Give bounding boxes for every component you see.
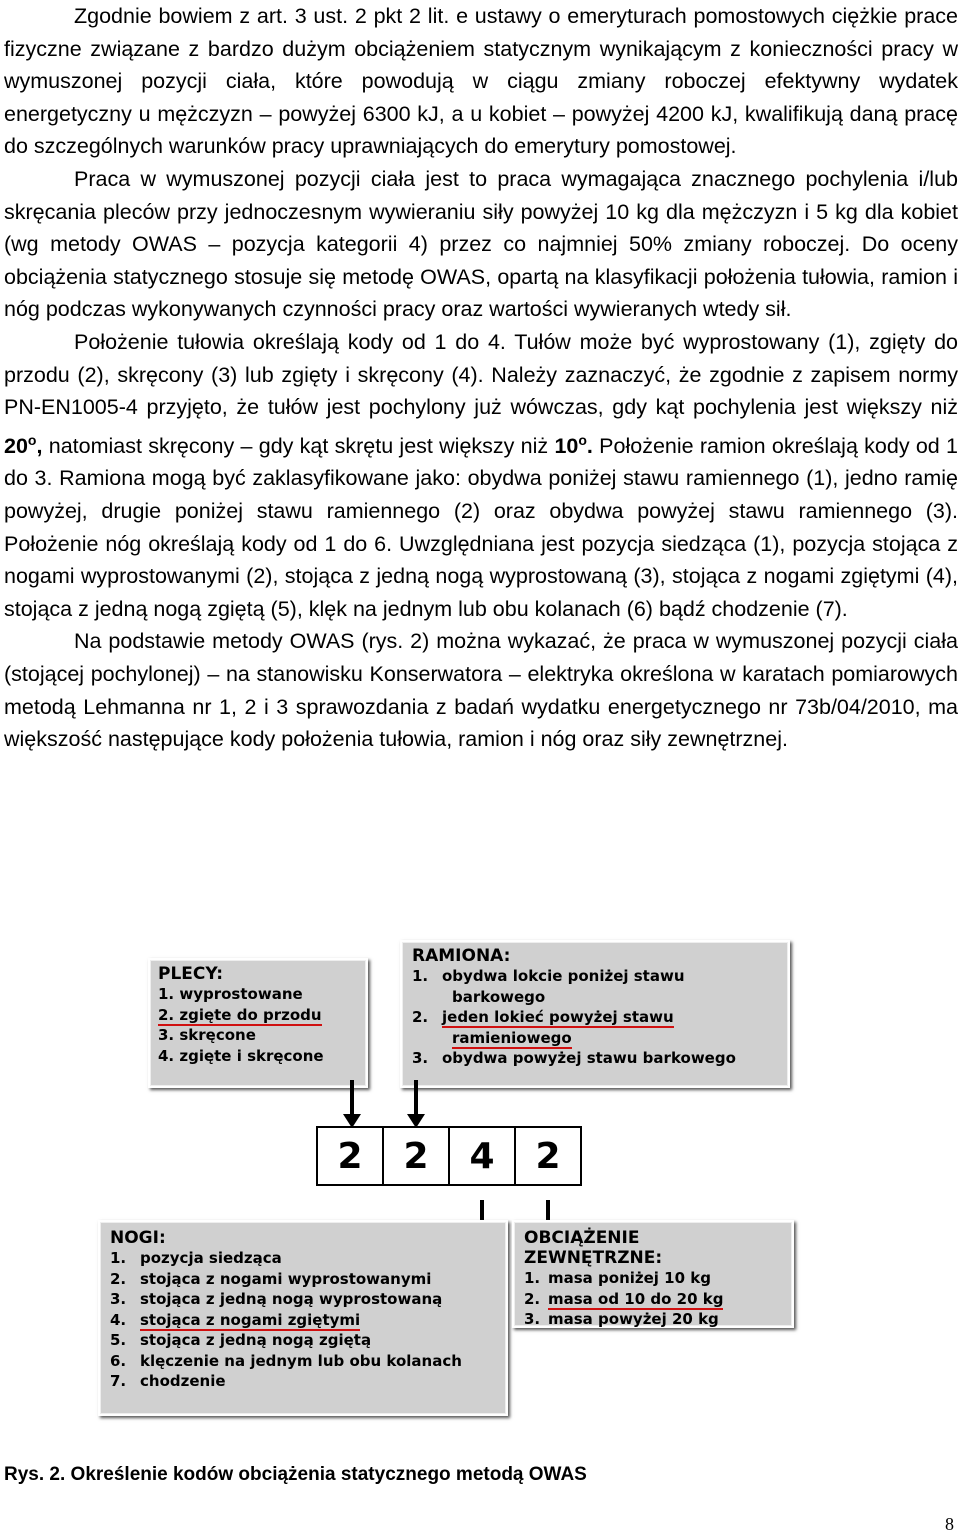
paragraph-1: Zgodnie bowiem z art. 3 ust. 2 pkt 2 lit. e ustawy o emeryturach pomostowych ciężkie prace fizyczne związane z bardzo dużym obciążeniem statycznym wynikającym z konieczności pracy w wymuszonej pozycji ciała, które powodują w ciągu zmiany roboczej efektywny wydatek energetyczny u mężczyzn – powyżej 6300 kJ, a u kobiet – powyżej 4200 kJ, kwalifikują daną pracę do szczególnych warunków pracy uprawniających do emerytury pomostowej. (4, 4, 958, 159)
nogi-item-4: stojąca z nogami zgiętymi (140, 1310, 361, 1329)
ramiona-item-3: obydwa powyżej stawu barkowego (442, 1049, 736, 1067)
owas-code (318, 1126, 582, 1186)
plecy-box (148, 958, 368, 1088)
nogi-item-5: stojąca z jedną nogą zgiętą (140, 1331, 372, 1349)
paragraph-3-part-1: Położenie tułowia określają kody od 1 do 4. Tułów może być wyprostowany (1), zgięty do przodu (2), skręcony (3) lub zgięty i skręcony (4). Należy zaznaczyć, że zgodnie z zapisem normy PN-EN1005-4 przyjęto, że tułów jest pochylony już wówczas, gdy kąt pochylenia jest większy niż (4, 329, 958, 420)
paragraph-4: Na podstawie metody OWAS (rys. 2) można wykazać, że praca w wymuszonej pozycji ciała (stojącej pochylonej) – na stanowisku Konserwatora – elektryka określona w karatach pomiarowych metodą Lehmanna nr 1, 2 i 3 sprawozdania z badań wydatku energetycznego nr 73b/04/2010, ma większość następujące kody położenia tułowia, ramion i nóg oraz siły zewnętrznej. (4, 629, 958, 752)
figure-caption: Rys. 2. Określenie kodów obciążenia statycznego metodą OWAS (4, 1464, 587, 1485)
arrow-plecy-icon (350, 1080, 354, 1116)
sily-item-1: masa poniżej 10 kg (548, 1269, 711, 1287)
nogi-title: NOGI: (110, 1228, 166, 1248)
ramiona-title: RAMIONA: (412, 946, 511, 966)
ramiona-item-2: jeden lokieć powyżej stawu (442, 1008, 674, 1026)
ramiona-item-1: obydwa lokcie poniżej stawu (442, 967, 685, 985)
plecy-item-3: 3. skręcone (158, 1026, 256, 1044)
paragraph-3 (4, 326, 958, 626)
plecy-title: PLECY: (158, 964, 224, 984)
code-sily: 2 (514, 1126, 582, 1186)
paragraph-3-part-2: natomiast skręcony – gdy kąt skrętu jest większy niż (42, 433, 555, 458)
angle-10: 10$^o$. (554, 431, 593, 458)
sily-box: OBCIĄŻENIE ZEWNĘTRZNE: 1. masa poniżej 10 kg 2. masa od 10 do 20 kg 3. masa powyżej 20 kg (512, 1220, 794, 1328)
sily-title: OBCIĄŻENIE ZEWNĘTRZNE: (524, 1228, 663, 1268)
plecy-item-4: 4. zgięte i skręcone (158, 1046, 324, 1065)
sily-item-2: masa od 10 do 20 kg (548, 1289, 724, 1308)
plecy-item-1: 1. wyprostowane (158, 985, 303, 1003)
code-plecy: 2 (316, 1126, 384, 1186)
page-number: 8 (945, 1514, 954, 1534)
nogi-item-6: klęczenie na jednym lub obu kolanach (140, 1351, 462, 1370)
nogi-box: NOGI: 1. pozycja siedząca 2. stojąca z nogami wyprostowanymi 3. stojąca z jedną nogą wyprostowaną 4. stojąca z nogami zgiętymi 5. stojąca z jedną nogą zgiętą 6. klęczenie na jednym lub obu kolanach 7. chodzenie (98, 1220, 508, 1416)
code-nogi: 4 (448, 1126, 516, 1186)
ramiona-box: RAMIONA: 1. obydwa lokcie poniżej stawu barkowego 2. jeden lokieć powyżej stawu ramieniowego 3. obydwa powyżej stawu barkowego (400, 940, 790, 1088)
paragraph-2: Praca w wymuszonej pozycji ciała jest to praca wymagająca znacznego pochylenia i/lub skręcania pleców przy jednoczesnym wywieraniu siły powyżej 10 kg dla mężczyzn i 5 kg dla kobiet (wg metody OWAS – pozycja kategorii 4) przez co najmniej 50% zmiany roboczej. Do oceny obciążenia statycznego stosuje się metodę OWAS, opartą na klasyfikacji położenia tułowia, ramion i nóg podczas wykonywanych czynności pracy oraz wartości wywieranych wtedy sił. (4, 166, 958, 322)
nogi-item-2: stojąca z nogami wyprostowanymi (140, 1269, 432, 1288)
nogi-item-1: pozycja siedząca (140, 1249, 282, 1267)
code-ramiona: 2 (382, 1126, 450, 1186)
angle-20: 20$^o$, (4, 431, 43, 458)
sily-item-3: masa powyżej 20 kg (548, 1310, 719, 1328)
arrow-sily-icon (546, 1200, 550, 1222)
nogi-item-3: stojąca z jedną nogą wyprostowaną (140, 1290, 443, 1308)
paragraph-3-part-3: Położenie ramion określają kody od 1 do 3. Ramiona mogą być zaklasyfikowane jako: obydwa poniżej stawu ramiennego (1), jedno ramię powyżej, drugie poniżej stawu ramiennego (2) oraz obydwa powyżej stawu ramiennego (3). Położenie nóg określają kody od 1 do 6. Uwzględniana jest pozycja siedząca (1), pozycja stojąca z nogami wyprostowanymi (2), stojąca z jedną nogą wyprostowaną (3), stojąca z nogami zgiętymi (4), stojąca z jedną nogą zgiętą (5), klęk na jednym lub obu kolanach (6) bądź chodzenie (7). (4, 433, 958, 621)
body-text (4, 0, 958, 756)
arrow-ramiona-icon (414, 1080, 418, 1116)
plecy-item-2: 2. zgięte do przodu (158, 1005, 322, 1024)
arrow-nogi-icon (480, 1200, 484, 1222)
nogi-item-7: chodzenie (140, 1372, 226, 1390)
